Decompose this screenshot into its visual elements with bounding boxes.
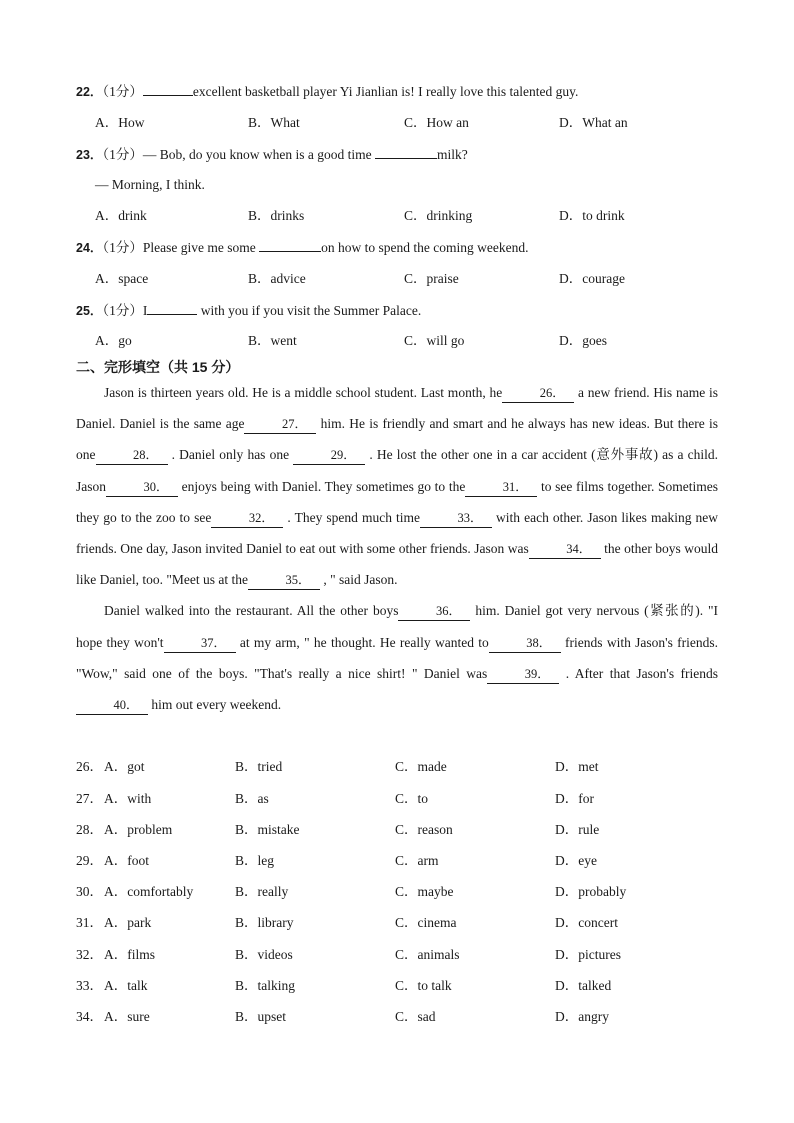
passage-text: Jason is thirteen years old. He is a middle school student. Last month, he <box>104 385 503 400</box>
cloze-blank-35: 35． <box>248 571 320 590</box>
question-score: （1分） <box>102 303 143 318</box>
cloze-blank-32: 32． <box>211 509 283 528</box>
option-d: D．pictures <box>555 947 621 962</box>
question-25 <box>76 300 724 321</box>
question-22 <box>76 81 724 102</box>
option-c: C．arm <box>395 853 439 868</box>
question-text-after: on how to spend the coming weekend. <box>321 240 529 255</box>
cloze-blank-37: 37． <box>164 634 236 653</box>
cloze-blank-27: 27． <box>244 415 316 434</box>
option-c: C．drinking <box>404 208 473 223</box>
cloze-blank-34: 34． <box>529 540 601 559</box>
option-a: A．films <box>104 947 156 962</box>
option-a: A．comfortably <box>104 884 194 899</box>
option-d: D．concert <box>555 915 618 930</box>
question-text-before: Please give me some <box>142 240 260 255</box>
cloze-blank-30: 30． <box>106 478 178 497</box>
option-b: B．drinks <box>248 208 305 223</box>
option-b: B．went <box>248 333 297 348</box>
option-row-number: 32． <box>76 947 103 962</box>
passage-text: the other boys would like Daniel, too. "Meet us at the <box>76 541 718 588</box>
option-d: D．met <box>555 759 599 774</box>
option-b: B．really <box>235 884 289 899</box>
cloze-blank-40: 40． <box>76 696 148 715</box>
option-b: B．advice <box>248 271 306 286</box>
cloze-blank-39: 39． <box>487 665 559 684</box>
option-row-number: 34． <box>76 1009 103 1024</box>
option-row-number: 28． <box>76 822 103 837</box>
option-a: A．got <box>104 759 145 774</box>
passage-text: a new friend. His name is Daniel. Daniel is the same age <box>76 385 718 432</box>
option-b: B．tried <box>235 759 283 774</box>
passage-text: Daniel walked into the restaurant. All the other boys <box>104 603 399 619</box>
option-d: D．goes <box>559 333 607 348</box>
option-b: B．What <box>248 115 300 130</box>
option-a: A．drink <box>95 208 147 223</box>
option-row-number: 26． <box>76 759 103 774</box>
question-score: （1分） <box>102 84 143 99</box>
option-b: B．talking <box>235 978 295 993</box>
passage-text: him. Daniel got very nervous (紧张的). "I hope they won't <box>76 603 718 650</box>
option-a: A．space <box>95 271 149 286</box>
option-d: D．eye <box>555 853 597 868</box>
cloze-blank-28: 28． <box>96 446 168 465</box>
option-b: B．mistake <box>235 822 300 837</box>
question-text-before: I <box>142 303 148 318</box>
cloze-blank-29: 29． <box>293 446 365 465</box>
question-23-reply: — Morning, I think. <box>95 177 205 192</box>
question-score: （1分） <box>102 240 143 255</box>
question-text-after: milk? <box>437 147 468 162</box>
section-heading: 二、完形填空（共 15 分） <box>76 359 240 375</box>
option-b: B．library <box>235 915 294 930</box>
passage-text: . He lost the other one in a car accident (意外事故) as a child. Jason <box>76 447 718 494</box>
option-c: C．maybe <box>395 884 454 899</box>
answer-blank <box>375 144 437 159</box>
passage-text: enjoys being with Daniel. They sometimes go to the <box>178 478 466 494</box>
passage-text: friends with Jason's friends. "Wow," said one of the boys. "That's really a nice shirt! " Daniel was <box>76 634 718 681</box>
passage-text: at my arm, " he thought. He really wanted to <box>235 634 489 650</box>
option-a: A．park <box>104 915 152 930</box>
passage-text: with each other. Jason likes making new friends. One day, Jason invited Daniel to eat out with some other friends. Jason was <box>76 509 719 557</box>
option-c: C．praise <box>404 271 459 286</box>
option-d: D．rule <box>555 822 600 837</box>
question-number: 23． <box>76 148 103 162</box>
passage-paragraph-2 <box>76 595 718 720</box>
question-24 <box>76 237 724 258</box>
option-d: D．probably <box>555 884 627 899</box>
cloze-passage <box>76 377 718 720</box>
option-d: D．angry <box>555 1009 609 1024</box>
answer-blank <box>259 237 321 252</box>
question-score: （1分） <box>102 147 143 162</box>
option-b: B．as <box>235 791 269 806</box>
cloze-blank-31: 31． <box>465 478 537 497</box>
passage-text: , " said Jason. <box>319 572 398 588</box>
option-row-number: 33． <box>76 978 103 993</box>
option-d: D．What an <box>559 115 628 130</box>
passage-text: to see films together. Sometimes they go to the zoo to see <box>76 478 718 525</box>
question-text-before: — Bob, do you know when is a good time <box>142 147 376 162</box>
option-a: A．go <box>95 333 132 348</box>
passage-text: . Daniel only has one <box>167 447 294 463</box>
option-d: D．to drink <box>559 208 625 223</box>
option-a: A．sure <box>104 1009 150 1024</box>
option-d: D．talked <box>555 978 612 993</box>
option-a: A．How <box>95 115 145 130</box>
passage-text: . They spend much time <box>283 509 420 525</box>
option-a: A．problem <box>104 822 173 837</box>
option-c: C．How an <box>404 115 469 130</box>
option-c: C．will go <box>404 333 465 348</box>
option-c: C．reason <box>395 822 453 837</box>
cloze-blank-33: 33． <box>420 509 492 528</box>
option-row-number: 31． <box>76 915 103 930</box>
question-number: 25． <box>76 304 103 318</box>
question-number: 24． <box>76 241 103 255</box>
question-text-after: excellent basketball player Yi Jianlian is! I really love this talented guy. <box>192 84 579 99</box>
option-c: C．to talk <box>395 978 452 993</box>
option-b: B．upset <box>235 1009 287 1024</box>
question-number: 22． <box>76 85 103 99</box>
cloze-blank-36: 36． <box>398 602 470 621</box>
option-c: C．cinema <box>395 915 457 930</box>
option-row-number: 27． <box>76 791 103 806</box>
passage-paragraph-1 <box>76 377 718 595</box>
option-c: C．animals <box>395 947 460 962</box>
answer-blank <box>143 81 193 96</box>
option-row-number: 30． <box>76 884 103 899</box>
passage-text: . After that Jason's friends <box>559 665 718 681</box>
option-c: C．made <box>395 759 447 774</box>
answer-blank <box>147 300 197 315</box>
cloze-blank-26: 26． <box>502 384 574 403</box>
option-c: C．to <box>395 791 429 806</box>
option-a: A．foot <box>104 853 149 868</box>
option-b: B．videos <box>235 947 293 962</box>
option-d: D．for <box>555 791 594 806</box>
cloze-blank-38: 38． <box>489 634 561 653</box>
question-text-after: with you if you visit the Summer Palace. <box>197 303 422 318</box>
option-a: A．with <box>104 791 152 806</box>
option-d: D．courage <box>559 271 625 286</box>
question-23 <box>76 144 724 165</box>
option-row-number: 29． <box>76 853 103 868</box>
option-b: B．leg <box>235 853 274 868</box>
option-c: C．sad <box>395 1009 436 1024</box>
option-a: A．talk <box>104 978 148 993</box>
passage-text: him. He is friendly and smart and he always has new ideas. But there is one <box>76 416 718 463</box>
passage-text: him out every weekend. <box>148 697 282 713</box>
